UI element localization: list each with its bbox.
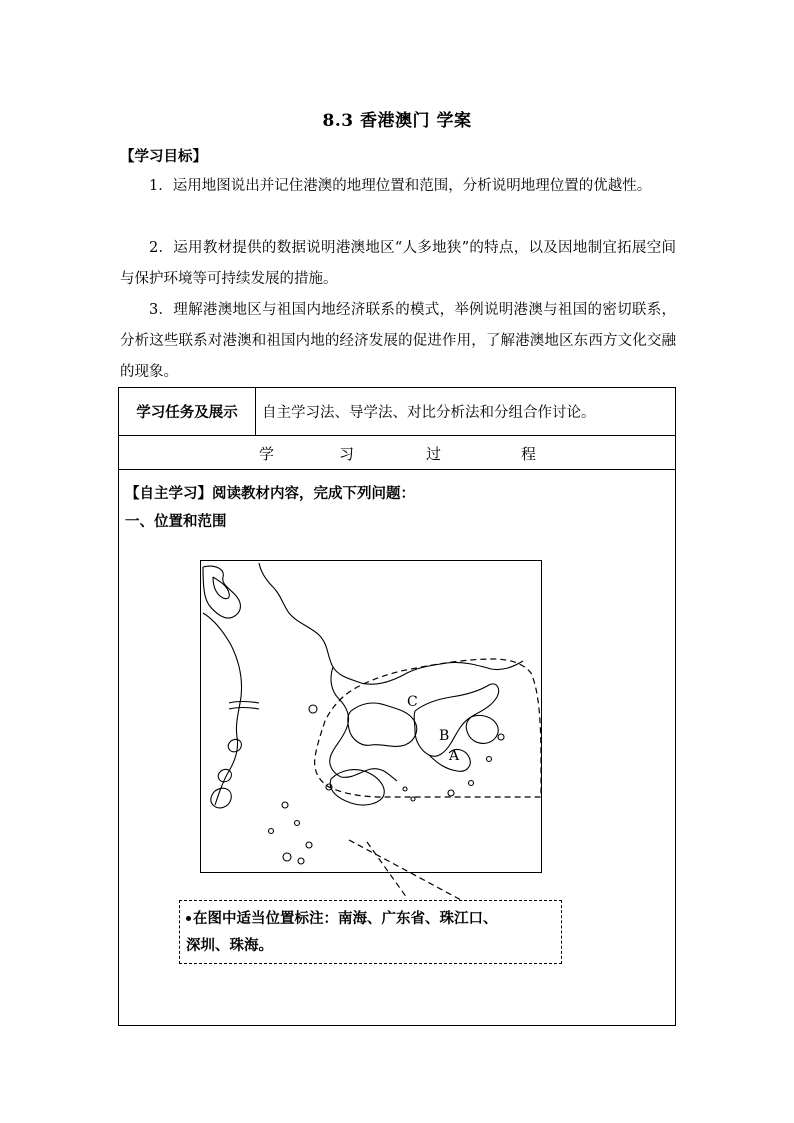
map-island xyxy=(283,853,291,861)
map-coastline xyxy=(466,715,498,743)
map-island xyxy=(269,829,274,834)
annotation-task-line1: 在图中适当位置标注：南海、广东省、珠江口、 xyxy=(193,910,498,927)
process-char: 习 xyxy=(339,445,355,463)
map-island xyxy=(487,757,492,762)
table-row xyxy=(119,388,676,436)
map-island xyxy=(448,790,454,796)
objective-item-1: 1．运用地图说出并记住港澳的地理位置和范围，分析说明地理位置的优越性。 xyxy=(149,178,652,194)
map-island xyxy=(306,842,312,848)
bullet-icon xyxy=(186,916,191,921)
map-coastline xyxy=(213,577,229,599)
hong-kong-macau-map xyxy=(200,560,542,873)
map-coastline xyxy=(259,563,523,684)
map-label-c: C xyxy=(407,694,418,710)
map-coastline xyxy=(330,667,349,777)
table-row xyxy=(119,470,676,1026)
task-label-cell: 学习任务及展示 xyxy=(119,388,256,436)
map-coastline xyxy=(414,684,498,756)
map-coastline xyxy=(228,739,241,751)
annotation-task-line2: 深圳、珠海。 xyxy=(186,937,273,954)
map-island xyxy=(309,705,317,713)
map-coastline xyxy=(211,788,231,808)
map-coastline xyxy=(203,566,240,618)
map-island xyxy=(403,787,407,791)
process-char: 学 xyxy=(259,445,275,463)
map-island xyxy=(282,802,288,808)
map-label-a: A xyxy=(449,748,460,764)
process-char: 过 xyxy=(426,445,442,463)
map-label-b: B xyxy=(439,728,450,744)
section-title: 一、位置和范围 xyxy=(125,513,227,530)
map-island xyxy=(498,734,504,740)
map-island xyxy=(411,797,415,801)
process-char: 程 xyxy=(521,445,537,463)
map-drawing xyxy=(201,561,543,874)
process-header-cell xyxy=(119,436,676,470)
document-title: 8.3 香港澳门 学案 xyxy=(322,111,472,131)
annotation-task-box xyxy=(179,900,562,964)
map-island xyxy=(295,821,300,826)
map-island xyxy=(469,781,474,786)
study-table xyxy=(118,387,676,1026)
methods-cell: 自主学习法、导学法、对比分析法和分组合作讨论。 xyxy=(256,388,676,436)
map-coastline xyxy=(203,613,242,805)
objective-item-3: 3．理解港澳地区与祖国内地经济联系的模式，举例说明港澳与祖国的密切联系，分析这些联系对港澳和祖国内地的经济发展的促进作用，了解港澳地区东西方文化交融的现象。 xyxy=(120,302,676,380)
map-coastline xyxy=(229,708,259,710)
self-study-instruction: 【自主学习】阅读教材内容，完成下列问题： xyxy=(125,485,415,502)
map-coastline xyxy=(229,702,259,704)
map-island xyxy=(298,858,304,864)
objective-item-2: 2．运用教材提供的数据说明港澳地区“人多地狭”的特点，以及因地制宜拓展空间与保护环境等可持续发展的措施。 xyxy=(120,240,676,287)
objectives-heading: 【学习目标】 xyxy=(120,148,207,165)
table-row xyxy=(119,436,676,470)
study-content-cell xyxy=(119,470,676,1026)
